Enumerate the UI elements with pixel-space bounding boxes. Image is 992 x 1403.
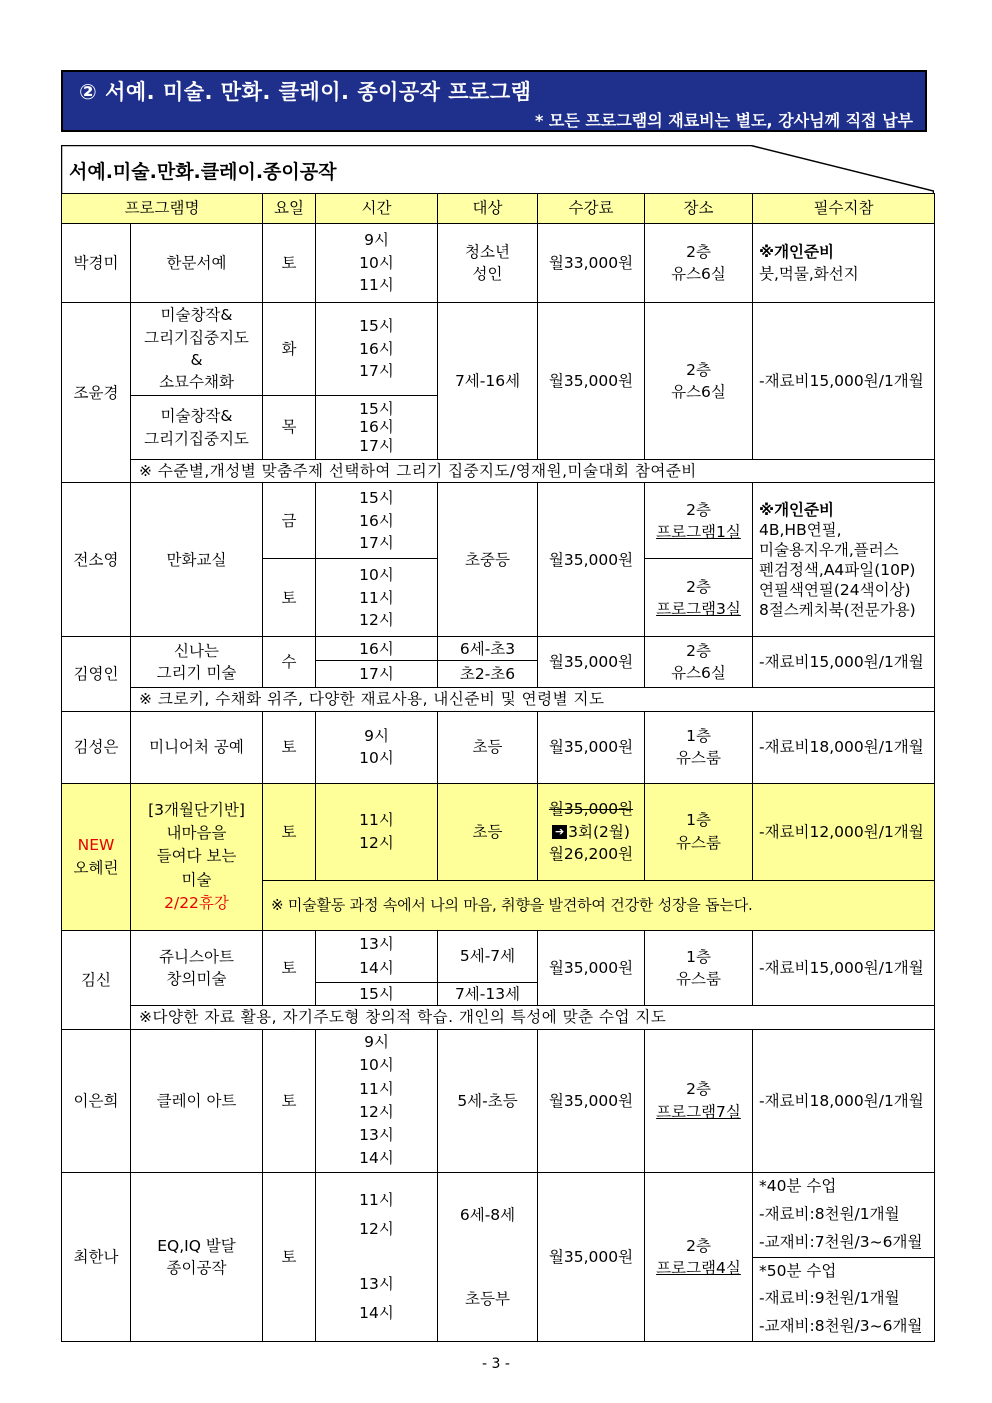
- times: 15시 16시 17시: [316, 303, 438, 396]
- header-place: 장소: [645, 194, 753, 224]
- teacher-name: 최한나: [62, 1172, 131, 1341]
- required-items: *50분 수업 -재료비:9천원/1개월 -교재비:8천원/3~6개월: [753, 1257, 935, 1342]
- note-row: [62, 688, 935, 711]
- place: 2층 프로그램4실: [645, 1172, 753, 1341]
- table-row: [62, 637, 935, 661]
- program-name: 미니어처 공예: [131, 711, 263, 783]
- place: 2층 프로그램7실: [645, 1029, 753, 1172]
- target: 6세-초3: [438, 637, 538, 661]
- required-items: -재료비15,000원/1개월: [753, 637, 935, 688]
- header-row: [62, 194, 935, 224]
- target: 6세-8세: [438, 1172, 538, 1257]
- place: 2층 프로그램1실: [645, 483, 753, 559]
- times: 9시 10시 11시 12시 13시 14시: [316, 1029, 438, 1172]
- required-items: -재료비18,000원/1개월: [753, 1029, 935, 1172]
- banner-subtitle: * 모든 프로그램의 재료비는 별도, 강사님께 직접 납부: [534, 111, 913, 130]
- fee-old: 월35,000원: [548, 800, 634, 819]
- program-name: 만화교실: [131, 483, 263, 637]
- target: 초2-초6: [438, 661, 538, 688]
- teacher-name: 박경미: [62, 224, 131, 303]
- teacher-name: 김성은: [62, 711, 131, 783]
- target: 5세-7세: [438, 930, 538, 982]
- table-row: [62, 1172, 935, 1257]
- banner-title: ② 서예. 미술. 만화. 클레이. 종이공작 프로그램: [79, 80, 532, 104]
- header-time: 시간: [316, 194, 438, 224]
- target: 청소년 성인: [438, 224, 538, 303]
- program-name: 미술창작& 그리기집중지도: [131, 396, 263, 460]
- place: 1층 유스룸: [645, 930, 753, 1005]
- note-row: [62, 1006, 935, 1029]
- teacher-name: 오혜린: [73, 858, 119, 877]
- target: 초등부: [438, 1257, 538, 1342]
- fee: 월35,000원: [538, 637, 645, 688]
- teacher-name: 전소영: [62, 483, 131, 637]
- teacher-name: 김영인: [62, 637, 131, 711]
- target: 초등: [438, 711, 538, 783]
- teacher-cell: [62, 783, 131, 930]
- note-row: [62, 460, 935, 483]
- times: 13시 14시: [316, 930, 438, 982]
- table-row: [62, 1029, 935, 1172]
- teacher-name: 김신: [62, 930, 131, 1029]
- times: 15시 16시 17시: [316, 483, 438, 559]
- required-items: *40분 수업 -재료비:8천원/1개월 -교재비:7천원/3~6개월: [753, 1172, 935, 1257]
- day: 토: [263, 559, 316, 637]
- fee: 월35,000원: [538, 483, 645, 637]
- teacher-name: 이은희: [62, 1029, 131, 1172]
- day: 토: [263, 783, 316, 880]
- times: 11시 12시: [316, 783, 438, 880]
- header-fee: 수강료: [538, 194, 645, 224]
- program-name: 한문서예: [131, 224, 263, 303]
- header-target: 대상: [438, 194, 538, 224]
- times: 13시 14시: [316, 1257, 438, 1342]
- place: 1층 유스룸: [645, 711, 753, 783]
- table-row: [62, 711, 935, 783]
- table-row: [62, 483, 935, 559]
- header-program: 프로그램명: [62, 194, 263, 224]
- program-table: [61, 193, 935, 1342]
- day: 목: [263, 396, 316, 460]
- fee: 월35,000원: [538, 1172, 645, 1341]
- times: 10시 11시 12시: [316, 559, 438, 637]
- section-banner: [61, 70, 927, 132]
- target: 초등: [438, 783, 538, 880]
- times: 15시 16시 17시: [316, 396, 438, 460]
- section-header-box: [61, 145, 934, 194]
- required-items: ※개인준비 붓,먹물,화선지: [753, 224, 935, 303]
- program-name: [3개월단기반] 내마음을 들여다 보는 미술 2/22휴강: [131, 783, 263, 930]
- day: 토: [263, 1029, 316, 1172]
- fee: 월35,000원: [538, 1029, 645, 1172]
- program-name: 쥬니스아트 창의미술: [131, 930, 263, 1005]
- page-number: - 3 -: [482, 1356, 510, 1372]
- day: 토: [263, 224, 316, 303]
- place: 2층 프로그램3실: [645, 559, 753, 637]
- target: 초중등: [438, 483, 538, 637]
- row-note: ※ 크로키, 수채화 위주, 다양한 재료사용, 내신준비 및 연령별 지도: [131, 688, 935, 711]
- day: 토: [263, 1172, 316, 1341]
- row-note: ※ 수준별,개성별 맞춤주제 선택하여 그리기 집중지도/영재원,미술대회 참여준비: [131, 460, 935, 483]
- required-items: -재료비15,000원/1개월: [753, 930, 935, 1005]
- day: 수: [263, 637, 316, 688]
- target: 7세-16세: [438, 303, 538, 460]
- place: 2층 유스6실: [645, 637, 753, 688]
- required-items: ※개인준비 4B,HB연필, 미술용지우개,플러스 펜검정색,A4파일(10P) 연필색연필(24색이상) 8절스케치북(전문가용): [753, 483, 935, 637]
- section-title: 서예.미술.만화.클레이.종이공작: [69, 161, 337, 183]
- fee: 월33,000원: [538, 224, 645, 303]
- required-items: -재료비12,000원/1개월: [753, 783, 935, 880]
- fee: 월35,000원: [538, 930, 645, 1005]
- target: 7세-13세: [438, 982, 538, 1005]
- row-note: ※다양한 자료 활용, 자기주도형 창의적 학습. 개인의 특성에 맞춘 수업 지도: [131, 1006, 935, 1029]
- header-day: 요일: [263, 194, 316, 224]
- place: 2층 유스6실: [645, 224, 753, 303]
- day: 토: [263, 711, 316, 783]
- times: 11시 12시: [316, 1172, 438, 1257]
- fee-new: 월26,200원: [548, 845, 634, 864]
- day: 화: [263, 303, 316, 396]
- table-row: [62, 224, 935, 303]
- fee: 월35,000원: [538, 303, 645, 460]
- required-items: -재료비15,000원/1개월: [753, 303, 935, 460]
- header-items: 필수지참: [753, 194, 935, 224]
- times: 9시 10시 11시: [316, 224, 438, 303]
- time: 15시: [316, 982, 438, 1005]
- new-badge: NEW: [77, 836, 115, 855]
- table-row: [62, 783, 935, 880]
- fee: 월35,000원: [538, 711, 645, 783]
- required-items: -재료비18,000원/1개월: [753, 711, 935, 783]
- times: 9시 10시: [316, 711, 438, 783]
- fee: 월35,000원 ➔ 3회(2월) 월26,200원: [538, 783, 645, 880]
- place: 2층 유스6실: [645, 303, 753, 460]
- teacher-name: 조윤경: [62, 303, 131, 483]
- time: 16시: [316, 637, 438, 661]
- day: 금: [263, 483, 316, 559]
- time: 17시: [316, 661, 438, 688]
- table-row: [62, 930, 935, 982]
- program-name: 신나는 그리기 미술: [131, 637, 263, 688]
- row-note: ※ 미술활동 과정 속에서 나의 마음, 취향을 발견하여 건강한 성장을 돕는다.: [263, 880, 935, 930]
- target: 5세-초등: [438, 1029, 538, 1172]
- program-name: 미술창작& 그리기집중지도 & 소묘수채화: [131, 303, 263, 396]
- day: 토: [263, 930, 316, 1005]
- holiday-notice: 2/22휴강: [164, 893, 229, 912]
- table-row: [62, 303, 935, 396]
- program-name: 클레이 아트: [131, 1029, 263, 1172]
- place: 1층 유스룸: [645, 783, 753, 880]
- right-arrow-box-icon: ➔: [552, 825, 567, 839]
- program-name: EQ,IQ 발달 종이공작: [131, 1172, 263, 1341]
